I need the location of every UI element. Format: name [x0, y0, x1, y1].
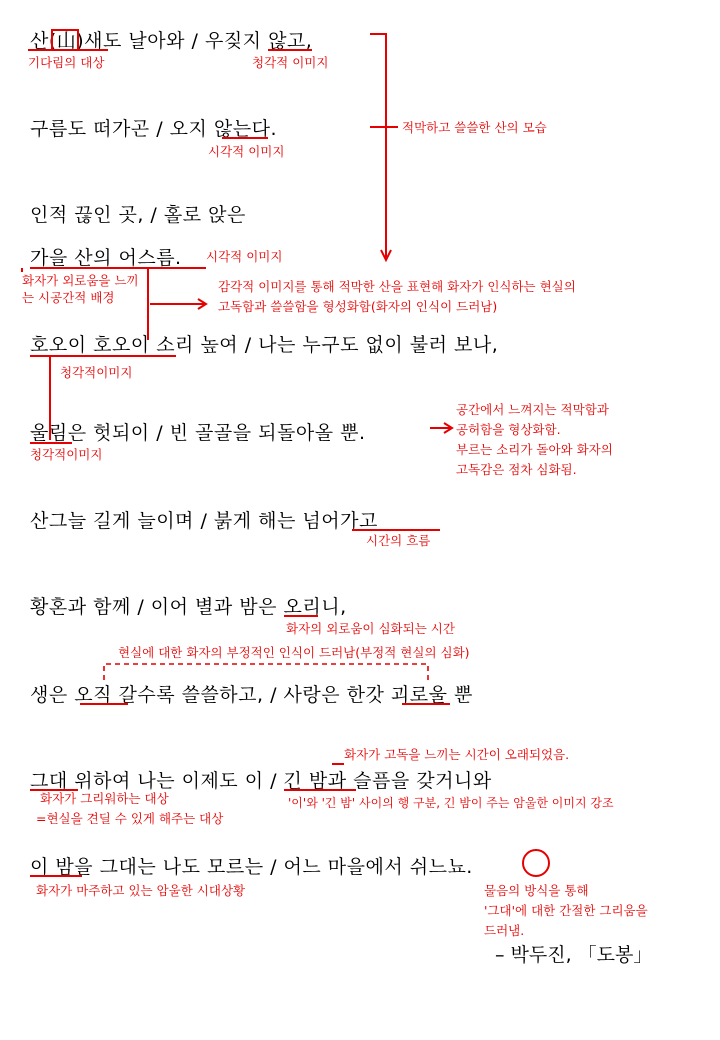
note-space-3: 부르는 소리가 돌아와 화자의 [456, 442, 613, 457]
dashed-bracket-negative [104, 664, 428, 680]
poem-line-4: 가을 산의 어스름. [30, 247, 182, 269]
poem-line-10: 그대 위하여 나는 이제도 이 / 긴 밤과 슬픔을 갖거니와 [30, 770, 492, 792]
poem-credit: – 박두진, 「도봉」 [495, 944, 653, 966]
note-question-2: '그대'에 대한 간절한 그리움을 [484, 903, 648, 918]
poem-line-2: 구름도 떠가곤 / 오지 않는다. [30, 118, 277, 140]
note-loneliness-time: 화자의 외로움이 심화되는 시간 [286, 621, 455, 636]
note-dark-times: 화자가 마주하고 있는 암울한 시대상황 [36, 883, 246, 898]
note-longing-1: 화자가 그리워하는 대상 [40, 791, 169, 806]
poem-line-6: 울림은 헛되이 / 빈 골골을 되돌아올 뿐. [30, 422, 366, 444]
note-sensory-2: 고독함과 쓸쓸함을 형성화함(화자의 인식이 드러남) [218, 299, 498, 314]
note-auditory-2: 청각적이미지 [60, 365, 133, 380]
note-longing-2: =현실을 견딜 수 있게 해주는 대상 [36, 811, 224, 826]
note-line-break: '이'와 '긴 밤' 사이의 행 구분, 긴 밤이 주는 암울한 이미지 강조 [288, 796, 614, 810]
note-auditory-1: 청각적 이미지 [252, 55, 329, 70]
poem-line-1: 산(山)새도 날아와 / 우짖지 않고, [30, 30, 313, 52]
note-bleak-mountain: 적막하고 쓸쓸한 산의 모습 [402, 120, 547, 135]
poem-line-11: 이 밤을 그대는 나도 모르는 / 어느 마을에서 쉬느뇨. [30, 856, 473, 878]
circle-question-ending [523, 850, 549, 876]
poem-line-5: 호오이 호오이 소리 높여 / 나는 누구도 없이 불러 보나, [30, 334, 499, 356]
note-question-1: 물음의 방식을 통해 [484, 883, 589, 898]
note-question-3: 드러냄. [484, 923, 525, 938]
note-auditory-3: 청각적이미지 [30, 447, 103, 462]
note-negative: 현실에 대한 화자의 부정적인 인식이 드러남(부정적 현실의 심화) [118, 645, 470, 660]
poem-line-3: 인적 끊인 곳, / 홀로 앉은 [30, 204, 246, 226]
arrow-sensory-head [198, 299, 206, 309]
note-time-flow: 시간의 흐름 [366, 533, 431, 548]
note-visual-2: 시각적 이미지 [206, 249, 283, 264]
note-gidarim: 기다림의 대상 [28, 55, 105, 70]
note-space-4: 고독감은 점차 심화됨. [456, 462, 577, 477]
note-long-time: 화자가 고독을 느끼는 시간이 오래되었음. [344, 747, 570, 762]
note-sensory-1: 감각적 이미지를 통해 적막한 산을 표현해 화자가 인식하는 현실의 [218, 279, 576, 294]
bracket-arrow-head [381, 250, 391, 260]
poem-line-8: 황혼과 함께 / 이어 별과 밤은 오리니, [30, 596, 347, 618]
bracket-right [370, 34, 386, 258]
note-setting: 화자가 외로움을 느끼는 시공간적 배경 [22, 273, 139, 305]
note-space-2: 공허함을 형상화함. [456, 422, 561, 437]
note-visual-1: 시각적 이미지 [208, 144, 285, 159]
note-space-1: 공간에서 느껴지는 적막함과 [456, 402, 609, 417]
poem-line-9: 생은 오직 갈수록 쓸쓸하고, / 사랑은 한갓 괴로울 뿐 [30, 684, 473, 706]
poem-line-7: 산그늘 길게 늘이며 / 붉게 해는 넘어가고 [30, 510, 378, 532]
arrow-echo-head [444, 423, 452, 433]
